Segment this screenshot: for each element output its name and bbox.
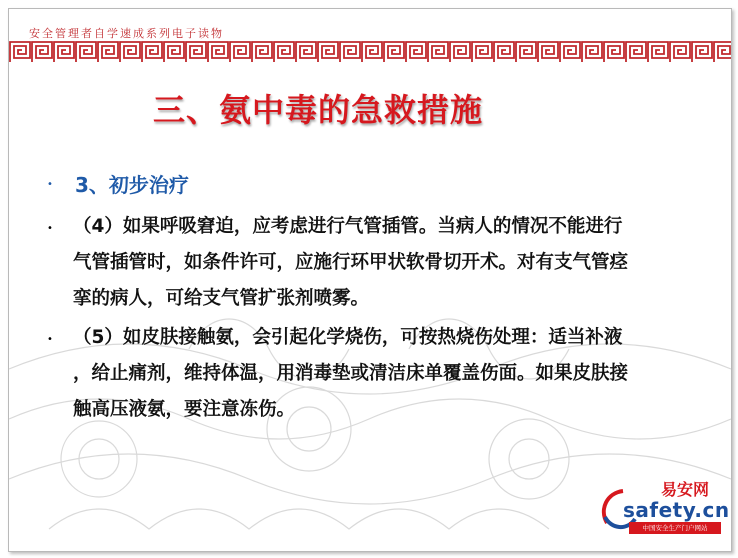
slide xyxy=(8,8,732,552)
slide-title: 三、氨中毒的急救措施 xyxy=(153,91,484,129)
logo-chinese-name: 易安网 xyxy=(661,480,710,499)
paragraph-2-line-3: 触高压液氨，要注意冻伤。 xyxy=(73,399,296,420)
paragraph-2-line-1: （5）如皮肤接触氨，会引起化学烧伤，可按热烧伤处理：适当补液 xyxy=(73,327,623,348)
paragraph-2-line-2: ，给止痛剂，维持体温，用消毒垫或清洁床单覆盖伤面。如果皮肤接 xyxy=(73,363,629,384)
paragraph-1-line-2: 气管插管时，如条件许可，应施行环甲状软骨切开术。对有支气管痉 xyxy=(73,252,629,273)
paragraph-2 xyxy=(73,320,713,428)
paragraph-1 xyxy=(73,209,713,317)
subheading: 3、初步治疗 xyxy=(75,173,189,197)
bullet-marker-para-1: • xyxy=(47,223,53,234)
bullet-marker-para-2: • xyxy=(47,334,53,345)
greek-key-border xyxy=(9,41,731,63)
paragraph-1-line-1: （4）如果呼吸窘迫，应考虑进行气管插管。当病人的情况不能进行 xyxy=(73,216,623,237)
logo-domain: safety.cn xyxy=(623,498,730,522)
series-header: 安全管理者自学速成系列电子读物 xyxy=(29,27,224,40)
bullet-marker-subheading: • xyxy=(47,179,53,190)
paragraph-1-line-3: 挛的病人，可给支气管扩张剂喷雾。 xyxy=(73,288,370,309)
logo-tagline: 中国安全生产门户网站 xyxy=(629,522,721,534)
